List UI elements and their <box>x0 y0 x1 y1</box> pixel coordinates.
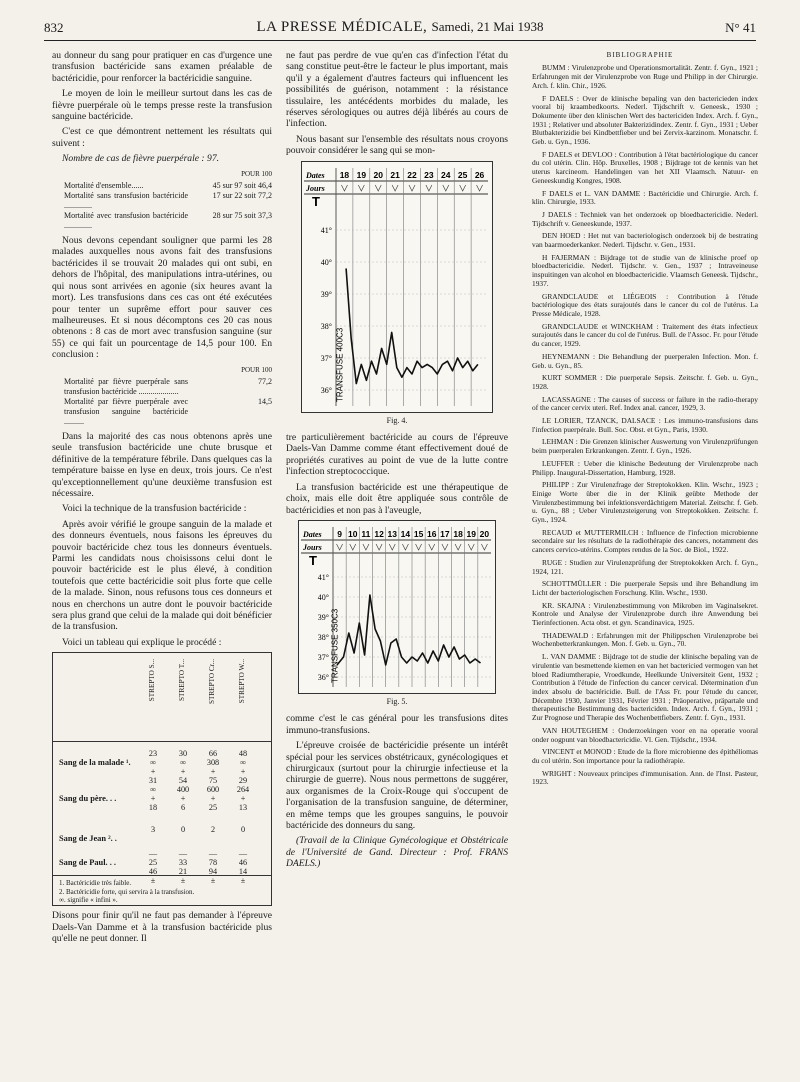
table-cell: 31 <box>148 776 158 786</box>
table-cell: 600 <box>206 785 220 795</box>
table-cell: ± <box>150 876 156 886</box>
table-row-label: Sang de Paul. . . <box>59 858 117 868</box>
jours-row-label: Jours <box>306 183 325 193</box>
bibliography-entry: DEN HOED : Het nut van bacteriologisch onderzoek bij de bestrating van baarmoederkanker. Nederl. Tijdschr. v. Gen., 1931. <box>532 231 758 250</box>
jours-v-mark <box>477 185 483 191</box>
jours-v-mark <box>376 544 382 550</box>
bibliography-entry: F DAELS et L. VAN DAMME : Bactéricidie und Chirurgie. Arch. f. klin. Chirurgie, 1933. <box>532 188 758 207</box>
reference-list <box>522 64 758 787</box>
bibliography-entry: H FAJERMAN : Bijdrage tot de studie van de klinische proef op bloedbactericidie. Nederl. Tijdschr. v. Gen., 1937 ; Intraveineuse inspuitingen van alcohol en bloedbactericidie. Vlaamsch Geneesk. Tijdschr., 1937. <box>532 252 758 288</box>
stat-row <box>64 191 272 211</box>
table-cell: — <box>148 849 158 859</box>
date-tick-label: 11 <box>361 528 371 539</box>
table-col-head: STREPTO S... <box>148 659 156 702</box>
stat-value: 77,2 <box>258 376 272 386</box>
y-tick-label: 41° <box>317 572 329 582</box>
stat-row <box>64 377 272 397</box>
jours-v-mark <box>468 544 474 550</box>
transfusion-annotation: TRANSFUSE 400C3 <box>335 327 345 402</box>
jours-v-mark <box>429 544 435 550</box>
stats-list <box>52 181 272 231</box>
date-tick-label: 9 <box>337 528 342 539</box>
bibliography-entry: RUGE : Studien zur Virulenzprüfung der Streptokokken Arch. f. Gyn., 1924, 121. <box>532 557 758 576</box>
y-tick-label: 37° <box>317 652 329 662</box>
table-cell: ∞ <box>180 758 186 768</box>
table-cell: + <box>180 794 186 804</box>
journal-title <box>44 19 756 36</box>
table-cell: 0 <box>240 825 246 835</box>
date-tick-label: 26 <box>474 169 485 180</box>
bibliography-entry: RECAUD et MUTTERMILCH : Influence de l'infection microbienne secondaire sur les résultats de la radiothérapie des cancers, notamment des cancers cervico-utérins. Comptes rendus de la Soc. de Biol., 1922. <box>532 527 758 555</box>
table-cell: — <box>178 849 188 859</box>
bibliography-entry: VINCENT et MONOD : Etude de la flore microbienne des épithéliomas du col utérin. Son importance pour la radiothérapie. <box>532 747 758 765</box>
y-tick-label: 36° <box>320 385 332 395</box>
stat-label: Mortalité avec transfusion bactéricide .............. <box>64 211 188 231</box>
table-cell: 54 <box>178 776 188 786</box>
bibliography-entry: GRANDCLAUDE et LIÉGEOIS : Contribution à l'étude bactériologique des états surajoutés dans le cancer du col de l'utérus. La Presse Médicale, 1928. <box>532 291 758 318</box>
stat-row <box>64 397 272 427</box>
stat-value: 14,5 <box>258 396 272 406</box>
paragraph: Dans la majorité des cas nous obtenons après une seule transfusion bactéricide une chute brusque et définitive de la température fébrile. Dans quelques cas la température baisse en lyse en deux, trois jours. Ce n'est qu'exceptionnellement qu'une deuxième transfusion est nécessaire. <box>52 430 272 499</box>
jours-v-mark <box>455 544 461 550</box>
date-tick-label: 20 <box>479 528 490 539</box>
paragraph: ne faut pas perdre de vue qu'en cas d'infection l'état du sang constitue peut-être le facteur le plus important, mais qu'il y a également d'autres facteurs qui influencent les possibilités de guérison, notamment : la résistance tissulaire, les antécédents morbides du malade, les réserves sérologiques ou autres déjà libérés au cours de l'infection. <box>286 50 508 130</box>
table-col-head: STREPTO T... <box>178 659 186 702</box>
jours-v-mark <box>389 544 395 550</box>
figure-caption: Fig. 5. <box>386 696 408 706</box>
y-tick-label: 39° <box>320 289 332 299</box>
date-tick-label: 14 <box>400 528 411 539</box>
date-tick-label: 10 <box>348 528 358 539</box>
date-tick-label: 25 <box>457 169 468 180</box>
bibliography-entry: VAN HOUTEGHEM : Onderzoekingen voor en na operatie vooral onder oogpunt van bloedbactericidie. Vl. Gen. Tijdschr., 1934. <box>532 725 758 744</box>
table-cell: ± <box>210 876 216 886</box>
table-cell: 18 <box>148 803 158 813</box>
page-header <box>44 18 756 41</box>
paragraph: Nous basant sur l'ensemble des résultats nous croyons pouvoir considérer le sang qui se mon- <box>286 133 508 157</box>
page-number: 832 <box>44 20 64 35</box>
jours-v-mark <box>337 544 343 550</box>
table-cell: + <box>150 794 156 804</box>
table-cell: + <box>150 767 156 777</box>
bibliography-entry: HEYNEMANN : Die Behandlung der puerperalen Infection. Mon. f. Geb. u. Gyn., 85. <box>532 351 758 370</box>
table-cell: ∞ <box>150 758 156 768</box>
table-cell: 75 <box>208 776 218 786</box>
table-cell: 30 <box>178 749 188 759</box>
pour-cent-label: POUR 100 <box>241 365 272 374</box>
paragraph: La transfusion bactéricide est une thérapeutique de choix, mais elle doit être appliquée sous contrôle de bactéricidies et non pas à l'aveugle, <box>286 481 508 516</box>
jours-v-mark <box>375 185 381 191</box>
paragraph: Disons pour finir qu'il ne faut pas demander à l'épreuve Daels-Van Damme et à la transfusion bactéricide plus qu'elle ne peut donner. Il <box>52 910 272 945</box>
temperature-chart-fig4 <box>301 161 493 413</box>
table-cell: 13 <box>238 803 248 813</box>
table-note: ∞. signifie « infini ». <box>59 896 118 905</box>
stat-label: Mortalité par fièvre puerpérale avec transfusion sanguine bactéricide .......... <box>64 396 188 426</box>
table-note: 1. Bactéricidie très faible. <box>59 879 132 888</box>
jours-v-mark <box>409 185 415 191</box>
table-cell: 94 <box>208 867 218 877</box>
table-cell: ± <box>180 876 186 886</box>
table-cell: 2 <box>210 825 216 835</box>
bibliography-entry: KURT SOMMER : Die puerperale Sepsis. Zeitschr. f. Geb. u. Gyn., 1928. <box>532 373 758 391</box>
date-tick-label: 15 <box>413 528 424 539</box>
table-cell: ∞ <box>150 785 156 795</box>
bibliography-entry: KR. SKAJNA : Virulenzbestimmung von Mikroben im Vaginalsekret. Kontrole und Analyse der Virulenzprobe durch ihre Anwendung bei Tierinfectionen. Acta obst. et gyn. Scandinavica, 1925. <box>532 600 758 628</box>
y-tick-label: 40° <box>320 257 332 267</box>
date-tick-label: 24 <box>441 169 451 180</box>
bibliography-entry: F DAELS et DEVLOO : Contribution à l'état bactériologique du cancer du col utérin. Clin. Hôp. Bruxelles, 1908 ; Bijdrage tot de kennis van het uterus karcineom. Handelingen van het XII Vlaamsch. Natuur- en Geneeskundig Kongres, 1908. <box>532 149 758 185</box>
bibliography-entry: LEUFFER : Ueber die klinische Bedeutung der Virulenzprobe nach Philipp. Inaugural-Dissertation, Hamburg, 1928. <box>532 458 758 477</box>
table-col-head: STREPTO W... <box>238 659 246 704</box>
table-cell: 3 <box>150 825 156 835</box>
date-tick-label: 19 <box>356 169 367 180</box>
table-cell: ∞ <box>240 758 246 768</box>
figure-caption: Fig. 4. <box>386 415 408 425</box>
table-cell: 14 <box>238 867 248 877</box>
paragraph: C'est ce que démontrent nettement les résultats qui suivent : <box>52 126 272 149</box>
y-tick-label: 40° <box>317 592 329 602</box>
bactericidie-table <box>52 652 272 906</box>
date-tick-label: 12 <box>374 528 384 539</box>
bibliography-entry: WRIGHT : Nouveaux principes d'immunisation. Ann. de l'Inst. Pasteur, 1923. <box>532 768 758 787</box>
bibliography-entry: LACASSAGNE : The causes of success or failure in the radio-therapy of the cancer cervix uteri. Ref. Index anal. cancer, 1929, 3. <box>532 394 758 413</box>
bibliography-entry: F DAELS : Over de klinische bepaling van den bactericieden index vooral bij kraambedkoorts. Nederl. Tijdschrift v. Geneesk., 1930 ; Dokumente über den klinischen Wert des bactericiden Index. Arch. f. Gyn., 1931 ; Relativer und absoluter Bakterizidindex. Zentr. f. Gyn., 1931 ; Ueber Blutbakterizidie bei Kindbettfieber und bei Zervix-karzinom. Monatschr. f. Geb. u. Gyn., 1936. <box>532 93 758 147</box>
jours-v-mark <box>350 544 356 550</box>
table-cell: 78 <box>208 858 218 868</box>
jours-v-mark <box>426 185 432 191</box>
table-row-label: Sang du père. . . <box>59 794 117 804</box>
table-cell: — <box>238 849 248 859</box>
stat-label: Mortalité sans transfusion bactéricide .............. <box>64 191 188 211</box>
stat-label: Mortalité par fièvre puerpérale sans transfusion bactéricide .................... <box>64 376 188 396</box>
y-tick-label: 41° <box>320 225 332 235</box>
paragraph: Après avoir vérifié le groupe sanguin de la malade et des donneurs éventuels, nous faisons les épreuves du pouvoir bactéricide chez tous les donneurs éventuels. Parmi les candidats nous choisissons celui dont le pouvoir bactéricide est le plus élevé, à condition toutefois que cette bactéricidie soit plus forte que celle de la malade. Sinon, nous refusons tous ces donneurs et nous en cherchons un autre dont le pouvoir bactéricide sera plus grand que celui de la malade qui doit bénéficier de la transfusion. <box>52 518 272 633</box>
bibliography-entry: PHILIPP : Zur Virulenzfrage der Streptokokken. Klin. Wschr., 1923 ; Einige Worte über die in der Klinik geübte Methode der Virulenzbestimmung bei infektionsverdächtigem Material. Zeitschr. f. Geb. u. Gyn., 88 ; Ueber Virulenzsteigerung von Streptokokken. Zeitschr. f. Gyn., 1924. <box>532 480 758 525</box>
jours-v-mark <box>443 185 449 191</box>
bibliography-entry: L. VAN DAMME : Bijdrage tot de studie der klinische bepaling van de virulentie van besmettende kiemen en van het bactericied vermogen van het bloed Radiumtherapie, Vroedkunde, Heelkunde Universiteit Gent, 1932 ; Contribution à l'étude de l'infection du cancer cervical. Détermination d'un index absolu de bactéricidie. Bull. de l'Ass Fr. pour l'étude du cancer, Décembre 1930, Janvier 1931, Février 1931 ; Präoperative, präpartale und therapeutische Bestimmung des bactericiden. Index. Arch. f. Gyn., 1931 ; Zur Prognose und Therapie des Wochenbettfiebers. Zentr. f. Gyn., 1931. <box>532 652 758 723</box>
table-cell: 0 <box>180 825 186 835</box>
date-tick-label: 20 <box>373 169 383 180</box>
date-tick-label: 13 <box>387 528 397 539</box>
bibliography-entry: BUMM : Virulenzprobe und Operationsmortalität. Zentr. f. Gyn., 1921 ; Erfahrungen mit der Virulenzprobe von Ruge und Philipp in der Chirurgie. Arch. f. klin. Chir., 1926. <box>532 63 758 90</box>
jours-v-mark <box>363 544 369 550</box>
dates-row-label: Dates <box>303 529 322 539</box>
paragraph: Nous devons cependant souligner que parmi les 28 malades auxquelles nous avons fait des transfusions bactéricides il se trouvait 20 malades qui ont subi, en dehors de l'hôpital, des manipulations intra-utérines, ou qui nous sont arrivées en agonie (six heures avant la mort). Les transfusions dans ces cas ont été exécutées pour tenter un suprême effort pour sauver ces malheureuses. Et si nous décomptons ces 20 cas nous obtenons : 8 cas de mort avec transfusion sanguine (sur 55) ce qui fait un pourcentage de 14,5 pour 100. En conclusion : <box>52 235 272 361</box>
paragraph: au donneur du sang pour pratiquer en cas d'urgence une transfusion bactéricide sans examen préalable de bactéricidie, pour renforcer la bactéricidie sanguine. <box>52 50 272 84</box>
jours-v-mark <box>460 185 466 191</box>
table-cell: 66 <box>208 749 218 759</box>
y-tick-label: 39° <box>317 612 329 622</box>
jours-row-label: Jours <box>303 542 322 552</box>
table-note: 2. Bactéricidie forte, qui servira à la transfusion. <box>59 887 195 896</box>
table-cell: + <box>210 767 216 777</box>
table-row-label: Sang de Jean ². . <box>59 834 117 844</box>
y-tick-label: 37° <box>320 353 332 363</box>
chart-svg <box>302 162 492 412</box>
stat-value: 17 sur 22 soit 77,2 <box>212 191 272 201</box>
date-tick-label: 21 <box>390 169 400 180</box>
temperature-symbol: T <box>309 552 317 568</box>
stat-label: Mortalité d'ensemble...... <box>64 181 144 191</box>
stat-value: 28 sur 75 soit 37,3 <box>212 211 272 221</box>
table-cell: 6 <box>180 803 186 813</box>
table-col-head: STREPTO Cr... <box>208 659 216 705</box>
paragraph: comme c'est le cas général pour les transfusions dites immuno-transfusions. <box>286 713 508 736</box>
date-tick-label: 18 <box>453 528 463 539</box>
y-tick-label: 36° <box>317 672 329 682</box>
bibliography-title: BIBLIOGRAPHIE <box>606 51 674 59</box>
bibliography-entry: J DAELS : Techniek van het onderzoek op bloedbactericidie. Nederl. Tijdschrift v. Geneeskunde, 1937. <box>532 209 758 228</box>
jours-v-mark <box>416 544 422 550</box>
y-tick-label: 38° <box>317 632 329 642</box>
dates-row-label: Dates <box>306 170 325 180</box>
table-cell: — <box>208 849 218 859</box>
date-tick-label: 23 <box>424 169 434 180</box>
table-cell: 400 <box>176 785 190 795</box>
stats-list <box>52 377 272 427</box>
table-cell: 308 <box>206 758 220 768</box>
jours-v-mark <box>341 185 347 191</box>
table-row-label: Sang de la malade ¹. <box>59 758 131 768</box>
bibliography-entry: THADEWALD : Erfahrungen mit der Philippschen Virulenzprobe bei Wochenbetterkrankungen. Mon. f. Geb. u. Gyn., 70. <box>532 630 758 649</box>
jours-v-mark <box>358 185 364 191</box>
temperature-symbol: T <box>312 193 320 209</box>
table-cell: 46 <box>148 867 158 877</box>
table-cell: 33 <box>178 858 188 868</box>
pour-cent-label: POUR 100 <box>241 169 272 178</box>
date-tick-label: 22 <box>407 169 417 180</box>
table-cell: ± <box>240 876 246 886</box>
table-cell: + <box>210 794 216 804</box>
issue-date: Samedi, 21 Mai 1938 <box>431 19 544 34</box>
table-cell: 21 <box>178 867 188 877</box>
date-tick-label: 19 <box>466 528 476 539</box>
table-cell: 29 <box>238 776 248 786</box>
bibliography-entry: GRANDCLAUDE et WINCKHAM : Traitement des états infectieux surajoutés dans le cancer du col de l'utérus. Bull. de l'Assoc. Fr. pour l'étude du cancer, 1929. <box>532 321 758 349</box>
temperature-chart-fig5 <box>298 520 496 694</box>
column-left <box>52 50 272 948</box>
table-cell: + <box>180 767 186 777</box>
stat-row <box>64 181 272 191</box>
paragraph: tre particulièrement bactéricide au cours de l'épreuve Daels-Van Damme comme étant effectivement doué de propriétés curatives au point de vue de la lutte contre l'infection streptococcique. <box>286 432 508 478</box>
jours-v-mark <box>402 544 408 550</box>
jours-v-mark <box>392 185 398 191</box>
transfusion-annotation: TRANSFUSE 350C3 <box>330 608 340 683</box>
bibliography-entry: LEHMAN : Die Grenzen klinischer Auswertung von Virulenzprüfungen beim puerperalen Erkrankungen. Zentr. f. Gyn., 1926. <box>532 437 758 456</box>
paragraph: Le moyen de loin le meilleur surtout dans les cas de fièvre puerpérale où le temps presse reste la transfusion sanguine bactéricide. <box>52 88 272 123</box>
issue-number: N° 41 <box>725 20 756 35</box>
table-cell: 23 <box>148 749 158 759</box>
table-header <box>53 653 271 742</box>
column-bibliography <box>522 50 758 791</box>
date-tick-label: 18 <box>339 169 350 180</box>
column-middle <box>286 50 508 874</box>
bibliography-entry: LE LORIER, TZANCK, DALSACE : Les immuno-transfusions dans l'infection puerpérale. Bull. Soc. Obst. et Gyn., Paris, 1930. <box>532 416 758 434</box>
paragraph: Voici un tableau qui explique le procédé : <box>62 636 222 648</box>
y-tick-label: 38° <box>320 321 332 331</box>
signature: (Travail de la Clinique Gynécologique et Obstétricale de l'Université de Gand. Directeur : Prof. FRANS DAELS.) <box>286 835 508 870</box>
paragraph: L'épreuve croisée de bactéricidie présente un intérêt spécial pour les services obstétricaux, gynécologiques et chirurgicaux (surtout pour la chirurgie infectieuse et la chirurgie de guerre). Nous nous permettons de suggérer, aux organismes de la Croix-Rouge qui s'occupent de l'organisation de la transfusion sanguine, de déterminer, en même temps que les groupes sanguins, le pouvoir bactéricide des donneurs du sang. <box>286 740 508 831</box>
table-cell: 25 <box>148 858 158 868</box>
temperature-series-line <box>337 595 481 665</box>
chart-svg <box>299 521 495 693</box>
table-cell: + <box>240 767 246 777</box>
table-cell: 25 <box>208 803 218 813</box>
jours-v-mark <box>481 544 487 550</box>
table-notes <box>53 875 271 905</box>
table-cell: 48 <box>238 749 248 759</box>
table-cell: 46 <box>238 858 248 868</box>
jours-v-mark <box>442 544 448 550</box>
stat-row <box>64 211 272 231</box>
journal-name: LA PRESSE MÉDICALE, <box>256 19 428 35</box>
date-tick-label: 17 <box>440 528 450 539</box>
stats-subtitle: Nombre de cas de fièvre puerpérale : 97. <box>62 153 220 165</box>
stat-value: 45 sur 97 soit 46,4 <box>212 181 272 191</box>
table-cell: 264 <box>236 785 250 795</box>
table-cell: + <box>240 794 246 804</box>
date-tick-label: 16 <box>427 528 437 539</box>
paragraph: Voici la technique de la transfusion bactéricide : <box>62 503 247 515</box>
bibliography-entry: SCHOTTMÜLLER : Die puerperale Sepsis und ihre Behandlung im Licht der bacteriologischen Forschung. Klin. Wschr., 1930. <box>532 579 758 597</box>
